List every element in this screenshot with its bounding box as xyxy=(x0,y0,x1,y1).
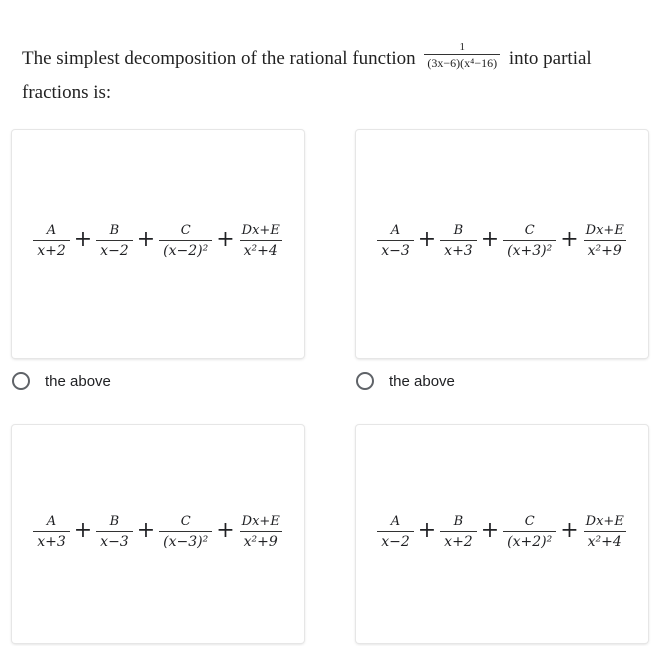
term-numerator: Dx+E xyxy=(585,223,624,238)
plus-sign: + xyxy=(417,226,437,252)
term-fraction xyxy=(239,222,283,261)
plus-sign: + xyxy=(480,517,500,543)
option-label-1: the above xyxy=(45,372,111,390)
term-denominator: x−2 xyxy=(377,531,414,552)
term-fraction xyxy=(377,222,414,261)
term-fraction xyxy=(159,222,212,261)
option-card-4[interactable] xyxy=(356,425,648,643)
term-fraction xyxy=(377,513,414,552)
plus-sign: + xyxy=(73,517,93,543)
option-card-2[interactable] xyxy=(356,130,648,358)
term-fraction xyxy=(33,222,70,261)
term-numerator: B xyxy=(109,514,120,529)
term-fraction xyxy=(239,513,283,552)
term-denominator: (x+2)² xyxy=(503,531,556,552)
term-denominator: (x−2)² xyxy=(159,240,212,261)
term-denominator: x+2 xyxy=(440,531,477,552)
term-numerator: B xyxy=(453,514,464,529)
term-numerator: Dx+E xyxy=(241,514,280,529)
term-fraction xyxy=(96,513,133,552)
option-expression-2 xyxy=(356,222,648,261)
term-numerator: C xyxy=(180,223,191,238)
term-numerator: C xyxy=(524,514,535,529)
option-card-1[interactable] xyxy=(12,130,304,358)
plus-sign: + xyxy=(136,517,156,543)
option-expression-3 xyxy=(12,513,304,552)
term-numerator: C xyxy=(524,223,535,238)
plus-sign: + xyxy=(417,517,437,543)
radio-button-2[interactable] xyxy=(356,372,374,390)
term-numerator: A xyxy=(390,514,401,529)
question-text xyxy=(22,42,662,110)
term-numerator: Dx+E xyxy=(585,514,624,529)
term-numerator: A xyxy=(390,223,401,238)
term-numerator: B xyxy=(453,223,464,238)
term-fraction xyxy=(503,513,556,552)
term-denominator: x+2 xyxy=(33,240,70,261)
option-radio-row-2[interactable] xyxy=(356,372,455,390)
term-denominator: (x+3)² xyxy=(503,240,556,261)
term-denominator: x+3 xyxy=(440,240,477,261)
option-card-3[interactable] xyxy=(12,425,304,643)
option-radio-row-1[interactable] xyxy=(12,372,111,390)
term-numerator: Dx+E xyxy=(241,223,280,238)
question-fraction xyxy=(424,41,500,70)
question-suffix: into partial fractions is: xyxy=(22,48,592,103)
term-fraction xyxy=(503,222,556,261)
term-fraction xyxy=(583,222,627,261)
term-denominator: x+3 xyxy=(33,531,70,552)
term-denominator: x−2 xyxy=(96,240,133,261)
question-prefix: The simplest decomposition of the rational function xyxy=(22,48,416,69)
term-denominator: x−3 xyxy=(96,531,133,552)
term-fraction xyxy=(440,222,477,261)
term-fraction xyxy=(583,513,627,552)
term-fraction xyxy=(33,513,70,552)
term-numerator: A xyxy=(46,514,57,529)
plus-sign: + xyxy=(136,226,156,252)
fraction-denominator: (3x−6)(x⁴−16) xyxy=(424,54,500,70)
plus-sign: + xyxy=(216,226,235,252)
plus-sign: + xyxy=(216,517,235,543)
plus-sign: + xyxy=(560,226,579,252)
plus-sign: + xyxy=(480,226,500,252)
term-denominator: x−3 xyxy=(377,240,414,261)
fraction-numerator: 1 xyxy=(459,41,465,54)
option-expression-4 xyxy=(356,513,648,552)
term-denominator: x²+4 xyxy=(240,240,282,261)
term-fraction xyxy=(440,513,477,552)
term-numerator: C xyxy=(180,514,191,529)
term-denominator: x²+9 xyxy=(240,531,282,552)
term-numerator: B xyxy=(109,223,120,238)
option-expression-1 xyxy=(12,222,304,261)
term-denominator: x²+4 xyxy=(584,531,626,552)
plus-sign: + xyxy=(560,517,579,543)
term-denominator: (x−3)² xyxy=(159,531,212,552)
term-fraction xyxy=(159,513,212,552)
term-fraction xyxy=(96,222,133,261)
plus-sign: + xyxy=(73,226,93,252)
term-denominator: x²+9 xyxy=(584,240,626,261)
option-label-2: the above xyxy=(389,372,455,390)
radio-button-1[interactable] xyxy=(12,372,30,390)
term-numerator: A xyxy=(46,223,57,238)
